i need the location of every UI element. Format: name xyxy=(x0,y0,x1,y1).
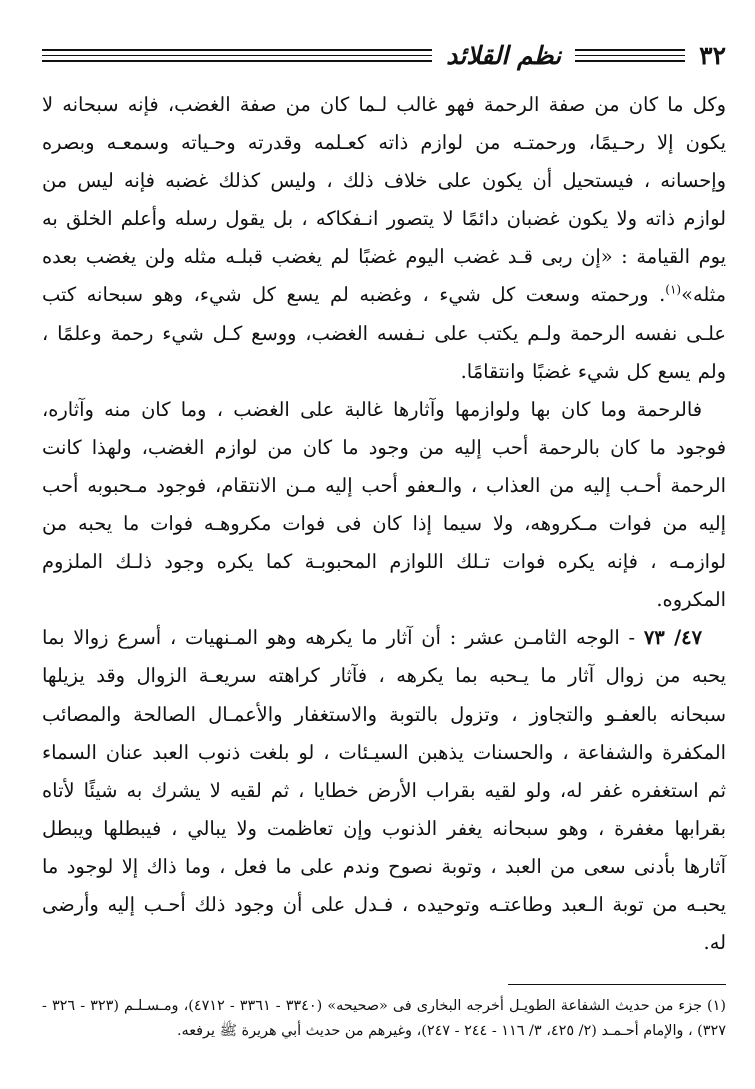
book-page xyxy=(42,34,726,1064)
paragraph-2-text: فالرحمة وما كان بها ولوازمها وآثارها غالبة على الغضب ، وما كان منه وآثاره، فوجود ما كان بالرحمة أحب إليه من وجود ما كان من لوازم الغضب، ولهذا كانت الرحمة أحـب إليه من العذاب ، والـعفو أحب إليه مـن الانتقام، فوجود مـحبوبه أحب إليه من فوات مـكروهه، ولا سيما إذا كان فى فوات مكروهـه فوات ما يحبه من لوازمـه ، فإنه يكره فوات تـلك اللوازم المحبوبـة كما يكره وجود ذلـك الملزوم المكروه. xyxy=(42,397,726,612)
page-header xyxy=(42,34,726,76)
footnote-divider xyxy=(508,984,726,985)
paragraph-2 xyxy=(42,391,726,620)
body-text xyxy=(42,86,726,962)
paragraph-3 xyxy=(42,619,726,962)
paragraph-1-text: وكل ما كان من صفة الرحمة فهو غالب لـما كان من صفة الغضب، فإنه سبحانه لا يكون إلا رحـيمًا، ورحمتـه من لوازم ذاته كعـلمه وقدرته وحـياته وسمعـه وبصره وإحسانه ، فيستحيل أن يكون على خلاف ذلك ، وليس كذلك غضبه فإنه ليس من لوازم ذاته ولا يكون غضبان دائمًا لا يتصور انـفكاكه ، بل يقول رسله وأعلم الخلق به يوم القيامة : «إن ربى قـد غضب اليوم غضبًا لم يغضب قبلـه مثله ولن يغضب بعده مثله» xyxy=(42,93,726,307)
header-rule-left xyxy=(42,49,432,62)
section-number: ٤٧/ ٧٣ xyxy=(643,626,702,650)
footnote-1: (١) جزء من حديث الشفاعة الطويـل أخرجه البخارى فى «صحيحه» (٣٣٤٠ - ٣٣٦١ - ٤٧١٢)، ومـسـلـم (٣٢٣ - ٣٢٦ - ٣٢٧) ، والإمام أحـمـد (٢/ ٤٢٥، ٣/ ١١٦ - ٢٤٤ - ٢٤٧)، وغيرهم من حديث أبي هريرة ﷺ يرفعه. xyxy=(42,998,727,1039)
footnote-ref-1: (١) xyxy=(665,283,682,297)
paragraph-1-text-after: . ورحمته وسعت كل شيء ، وغضبه لم يسع كل شيء، وهو سبحانه كتب علـى نفسه الرحمة ولـم يكتب على نـفسه الغضب، ووسع كـل شيء رحمة وعلمًا ، ولم يسع كل شيء غضبًا وانتقامًا. xyxy=(42,283,726,383)
paragraph-1 xyxy=(42,86,726,391)
paragraph-3-text: - الوجه الثامـن عشر : أن آثار ما يكرهه وهو المـنهيات ، أسرع زوالا بما يحبه من زوال آثار ما يـحبه بما يكرهه ، فآثار كراهته سريعـة الزوال وقد يزيلها سبحانه بالعفـو والتجاوز ، وتزول بالتوبة والاستغفار والأعمـال الصالحة والمصائب المكفرة والشفاعة ، والحسنات يذهبن السيـئات ، لو بلغت ذنوب العبد عنان السماء ثم استغفره غفر له، ولو لقيه بقراب الأرض خطايا ، ثم لقيه لا يشرك به شيئًا لأتاه بقرابها مغفرة ، وهو سبحانه يغفر الذنوب وإن تعاظمت ولا يبالي ، فيبطلها ويبطل آثارها بأدنى سعى من العبد ، وتوبة نصوح وندم على ما فعل ، وما ذاك إلا لوجود ما يحبـه من توبة الـعبد وطاعتـه وتوحيده ، فـدل على أن وجود ذلك أحـب إليه وأرضى له. xyxy=(42,626,726,955)
book-title: نظم القلائد xyxy=(446,40,562,70)
header-rule-right xyxy=(575,49,685,62)
page-number: ٣٢ xyxy=(699,40,726,70)
footnotes xyxy=(42,994,726,1044)
